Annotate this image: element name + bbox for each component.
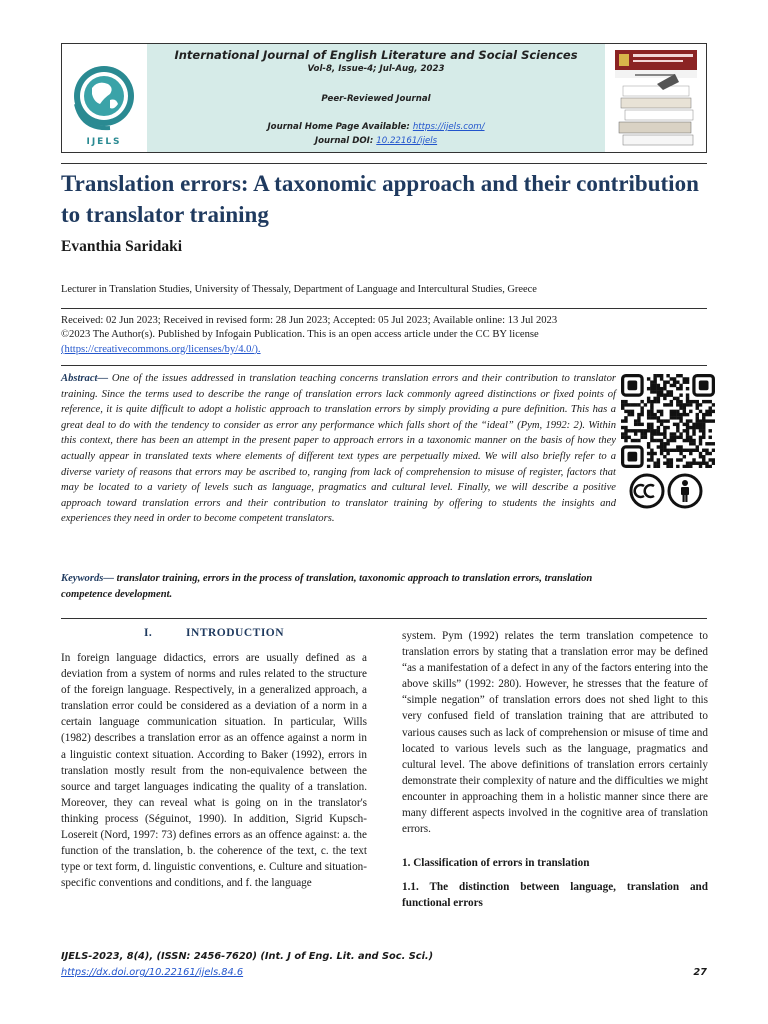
page-number: 27 — [693, 967, 707, 978]
qr-code-icon — [621, 374, 715, 468]
footer-citation: IJELS-2023, 8(4), (ISSN: 2456-7620) (Int. J of Eng. Lit. and Soc. Sci.) — [61, 951, 434, 962]
journal-cover-image — [605, 44, 706, 152]
author-affiliation: Lecturer in Translation Studies, University of Thessaly, Department of Language and Intercultural Studies, Greece — [61, 284, 537, 295]
abstract-label: Abstract— — [61, 373, 109, 384]
logo-text: IJELS — [86, 137, 122, 147]
header-band — [147, 44, 605, 152]
article-history — [61, 314, 707, 357]
footer-doi-link[interactable]: https://dx.doi.org/10.22161/ijels.84.6 — [61, 967, 244, 978]
keywords — [61, 571, 616, 602]
abstract-text: One of the issues addressed in translation teaching concerns translation errors and their contribution to translator training. Since the terms used to describe the range of translation errors lack commonly agreed distinctions or fixed points of reference, it is quite difficult to adopt a holistic approach to translation errors by simply providing a pure definition. This has a great deal to do with the tendency to consider as error any performance which falls short of the “ideal” (Pym, 1992: 2). Within this context, there has been an attempt in the present paper to approach errors in a taxonomic manner on the basis of how they actually appear in translated texts where elements of different text types are perpetually mixed. We will also briefly refer to a diverse variety of reasons that errors may be ascribed to, ranging from lack of comprehension to misuse of register, factors that may be located to a variety of levels such as language, pragmatics and cultural level. Finally, we will describe a positive approach toward translation errors and their contribution to translator training by offering to students the insights and experiences they need in order to become competent translators. — [61, 373, 616, 525]
home-label: Journal Home Page Available: — [267, 122, 413, 132]
journal-header — [61, 43, 707, 153]
footer-doi — [61, 967, 243, 978]
keywords-text: translator training, errors in the process of translation, taxonomic approach to translation errors, translation competence development. — [61, 573, 593, 600]
journal-name: International Journal of English Literature and Social Sciences — [174, 48, 578, 62]
license-link[interactable]: (https://creativecommons.org/licenses/by/4.0/). — [61, 343, 261, 355]
journal-doi-line — [147, 136, 605, 146]
affiliation-divider — [61, 308, 707, 309]
abstract-divider — [61, 618, 707, 619]
journal-home-line — [147, 122, 605, 132]
doi-label: Journal DOI: — [314, 136, 377, 146]
cc-by-license-icon — [629, 473, 705, 509]
subheading-distinction: 1.1. The distinction between language, translation and functional errors — [402, 881, 708, 910]
article-title: Translation errors: A taxonomic approach and their contribution to translator training — [61, 171, 699, 227]
abstract — [61, 371, 616, 527]
subheading-classification: 1. Classification of errors in translation — [402, 857, 590, 869]
received-dates: Received: 02 Jun 2023; Received in revised form: 28 Jun 2023; Accepted: 05 Jul 2023; Available online: 13 Jul 2023 — [61, 315, 558, 326]
body-right-column: system. Pym (1992) relates the term translation competence to translation errors by stating that a translation error may be defined “as a manifestation of a defect in any of the factors entering into the above skills” (1992: 280). However, he stresses that the feature of “simple negation” of translation errors does not shed light to this very confused field of translation training that are attributed to various causes such as lack of comprehension or misuse of time and located to various levels such as the language, pragmatics and cultural level. The above definitions of translation errors certainly demonstrate their complexity of nature and the difficulties we might encounter in approaching them in a holistic manner since there are many different aspects involved in the cognitive area of translation errors. — [402, 630, 708, 836]
journal-logo — [62, 44, 147, 152]
peer-reviewed-label: Peer-Reviewed Journal — [321, 94, 431, 104]
journal-volume: Vol-8, Issue-4; Jul-Aug, 2023 — [307, 64, 445, 74]
header-divider — [61, 163, 707, 164]
history-divider — [61, 365, 707, 366]
body-left-column: In foreign language didactics, errors are usually defined as a deviation from a system of norms and rules related to the structure of the foreign language. Respectively, in a generalized approach, a translation error could be considered as a deviation of a norm in a certain language communication situation. In particular, Wills (1982) describes a translation error as an offence against a norm in a linguistic context situation. According to Baker (1992), errors in translation mostly result from the non-equivalence between the source and target languages indicating the quality of a translation. Moreover, they can reveal what is going on in the translator's thinking process (Séguinot, 1990). In addition, Sigrid Kupsch-Losereit (Nord, 1997: 73) defines errors as an offence against: a. the function of the translation, b. the coherence of the text, c. the text type or text form, d. linguistic conventions, e. Culture and situation-specific conventions and conditions, and f. the language — [61, 652, 367, 890]
article-author: Evanthia Saridaki — [61, 238, 183, 255]
keywords-label: Keywords— — [61, 573, 114, 584]
doi-link[interactable]: 10.22161/ijels — [376, 136, 438, 146]
section-heading-introduction: I. INTRODUCTION — [143, 627, 285, 639]
copyright-notice: ©2023 The Author(s). Published by Infogain Publication. This is an open access article under the CC BY license — [61, 329, 539, 341]
home-link[interactable]: https://ijels.com/ — [412, 122, 485, 132]
